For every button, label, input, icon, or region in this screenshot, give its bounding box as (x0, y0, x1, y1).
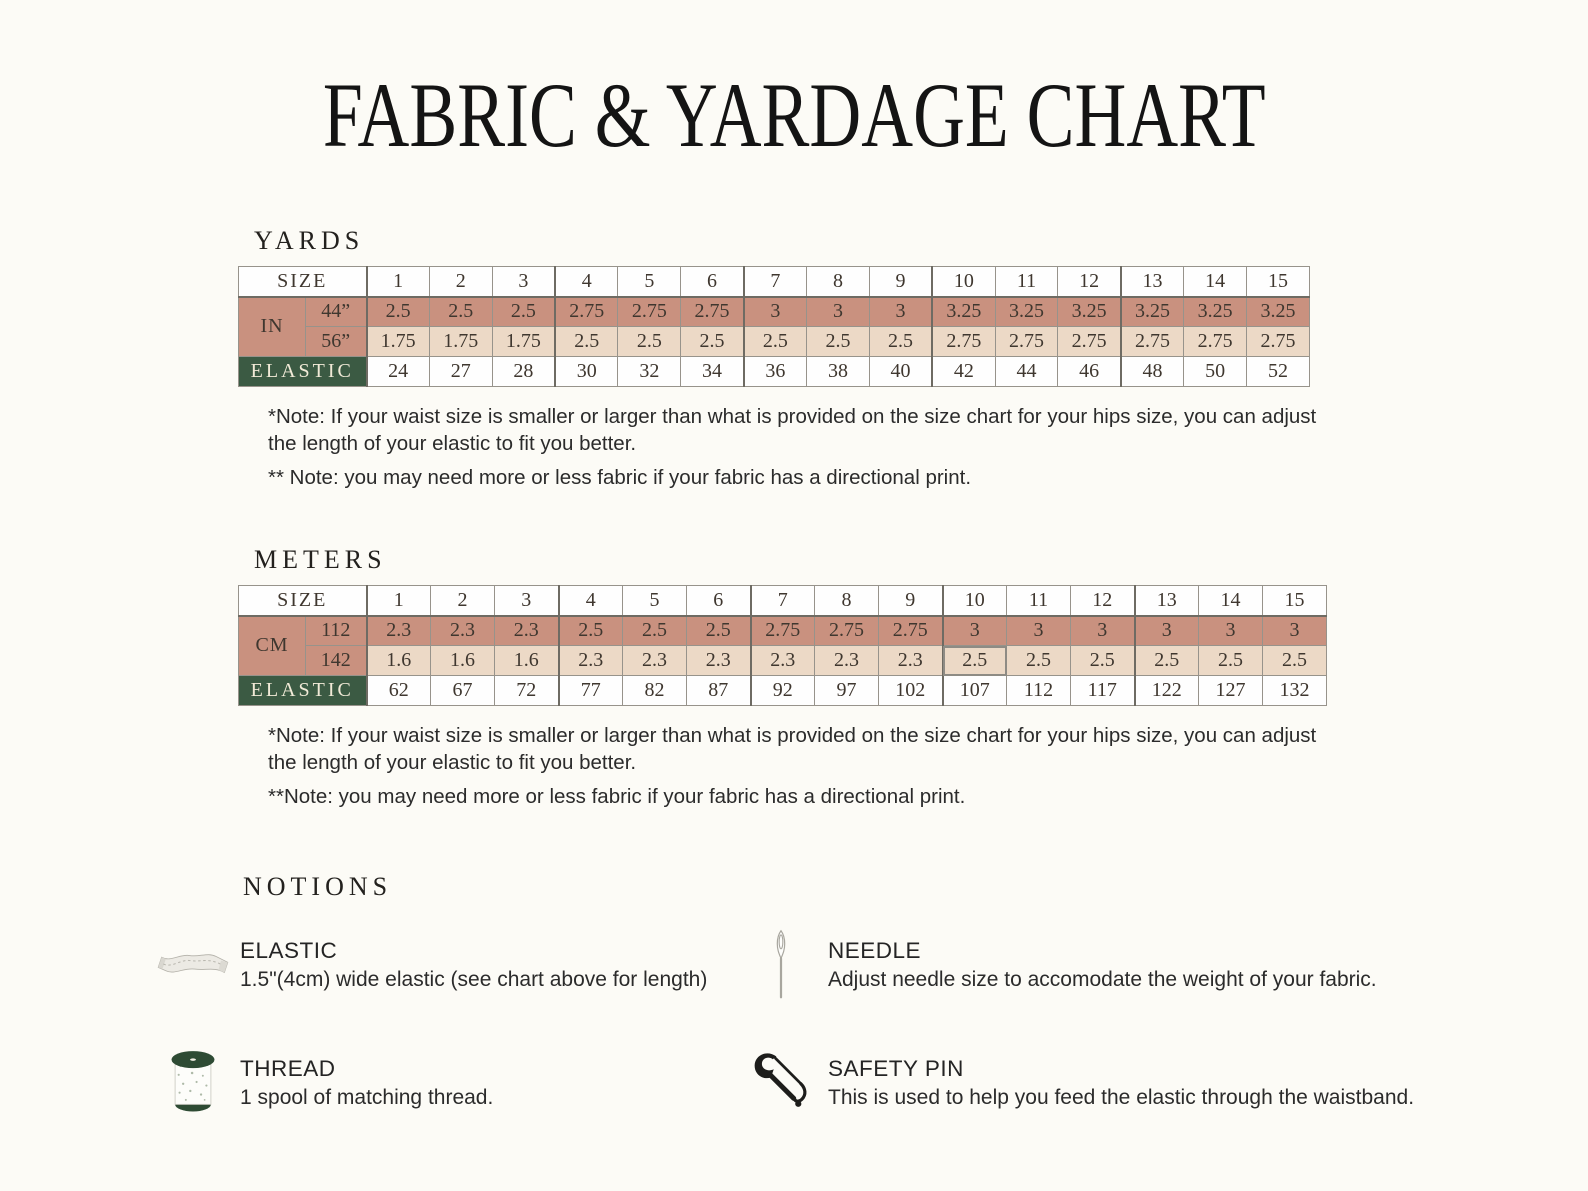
yardage-cell: 3 (943, 616, 1007, 646)
yardage-cell: 2.3 (367, 616, 431, 646)
meters-table (238, 585, 1327, 706)
yardage-cell: 3 (1199, 616, 1263, 646)
yardage-cell: 3 (869, 297, 932, 327)
yardage-cell: 2.5 (559, 616, 623, 646)
yardage-cell: 2.75 (815, 616, 879, 646)
yards-section (238, 226, 1317, 491)
size-col-header: 14 (1184, 267, 1247, 297)
elastic-cell: 44 (995, 357, 1058, 387)
yardage-cell: 2.5 (492, 297, 555, 327)
notion-title: ELASTIC (240, 938, 338, 964)
notion-title: SAFETY PIN (828, 1056, 964, 1082)
elastic-cell: 67 (431, 676, 495, 706)
yardage-cell: 1.75 (429, 327, 492, 357)
elastic-cell: 42 (932, 357, 995, 387)
yardage-cell: 1.75 (367, 327, 430, 357)
elastic-cell: 117 (1071, 676, 1135, 706)
note-line: *Note: If your waist size is smaller or larger than what is provided on the size chart for your hips size, you can adjust the length of your elastic to fit you better. (268, 405, 1317, 456)
yardage-cell: 2.75 (1184, 327, 1247, 357)
notion-thread-text (240, 1054, 493, 1110)
yards-notes (268, 403, 1330, 491)
notion-title: NEEDLE (828, 938, 922, 964)
notion-safety-pin (733, 1050, 1588, 1114)
yardage-cell: 2.75 (932, 327, 995, 357)
yardage-cell: 2.5 (807, 327, 870, 357)
elastic-cell: 97 (815, 676, 879, 706)
yardage-cell: 1.75 (492, 327, 555, 357)
notions-section (145, 872, 1588, 1116)
yardage-cell: 2.75 (681, 297, 744, 327)
elastic-cell: 82 (623, 676, 687, 706)
size-col-header: 14 (1199, 586, 1263, 616)
elastic-cell: 122 (1135, 676, 1199, 706)
elastic-icon (145, 944, 240, 984)
notion-desc: 1 spool of matching thread. (240, 1086, 494, 1110)
yardage-cell: 3 (1007, 616, 1071, 646)
notion-needle-text (828, 936, 1377, 992)
elastic-label: ELASTIC (239, 676, 367, 706)
elastic-cell: 36 (744, 357, 807, 387)
size-col-header: 6 (681, 267, 744, 297)
yardage-cell: 3 (744, 297, 807, 327)
yardage-cell: 2.3 (431, 616, 495, 646)
yardage-cell: 2.3 (559, 646, 623, 676)
yardage-cell: 3 (1071, 616, 1135, 646)
yardage-cell: 1.6 (495, 646, 559, 676)
yardage-cell: 2.75 (1121, 327, 1184, 357)
size-col-header: 2 (431, 586, 495, 616)
meters-heading: METERS (254, 545, 387, 575)
elastic-cell: 102 (879, 676, 943, 706)
yardage-cell: 2.5 (1007, 646, 1071, 676)
safety-pin-icon (733, 1050, 828, 1114)
yardage-cell: 3.25 (1121, 297, 1184, 327)
yardage-cell: 3 (807, 297, 870, 327)
size-col-header: 11 (995, 267, 1058, 297)
yardage-cell: 2.5 (869, 327, 932, 357)
unit-label: CM (239, 616, 306, 676)
size-col-header: 15 (1247, 267, 1310, 297)
yardage-cell: 2.75 (1058, 327, 1121, 357)
elastic-cell: 112 (1007, 676, 1071, 706)
notion-desc: This is used to help you feed the elastic through the waistband. (828, 1086, 1415, 1110)
notions-heading: NOTIONS (243, 872, 393, 902)
size-header: SIZE (239, 267, 367, 297)
yardage-cell: 2.75 (618, 297, 681, 327)
meters-section (238, 545, 1327, 810)
notion-elastic (145, 936, 733, 992)
elastic-cell: 30 (555, 357, 618, 387)
notion-elastic-text (240, 936, 707, 992)
yardage-cell: 2.5 (1135, 646, 1199, 676)
yardage-cell: 2.3 (495, 616, 559, 646)
yardage-cell: 2.75 (751, 616, 815, 646)
notion-desc: 1.5"(4cm) wide elastic (see chart above for length) (240, 968, 708, 992)
elastic-cell: 132 (1263, 676, 1327, 706)
size-col-header: 3 (492, 267, 555, 297)
yardage-cell: 2.3 (815, 646, 879, 676)
size-col-header: 1 (367, 586, 431, 616)
elastic-cell: 38 (807, 357, 870, 387)
size-col-header: 12 (1058, 267, 1121, 297)
yardage-cell: 3.25 (995, 297, 1058, 327)
yardage-cell: 2.5 (618, 327, 681, 357)
page-title-text: FABRIC & YARDAGE CHART (322, 64, 1266, 166)
yardage-cell: 3 (1135, 616, 1199, 646)
elastic-label: ELASTIC (239, 357, 367, 387)
elastic-cell: 50 (1184, 357, 1247, 387)
yardage-cell: 1.6 (431, 646, 495, 676)
elastic-cell: 62 (367, 676, 431, 706)
note-line: *Note: If your waist size is smaller or larger than what is provided on the size chart for your hips size, you can adjust the length of your elastic to fit you better. (268, 724, 1317, 775)
elastic-cell: 48 (1121, 357, 1184, 387)
yardage-cell: 2.5 (555, 327, 618, 357)
elastic-cell: 40 (869, 357, 932, 387)
notions-grid (145, 928, 1588, 1116)
yardage-cell: 2.5 (429, 297, 492, 327)
yardage-cell: 2.5 (681, 327, 744, 357)
elastic-cell: 34 (681, 357, 744, 387)
size-col-header: 2 (429, 267, 492, 297)
size-col-header: 4 (559, 586, 623, 616)
elastic-cell: 107 (943, 676, 1007, 706)
yardage-cell: 2.3 (623, 646, 687, 676)
yardage-cell: 2.5 (687, 616, 751, 646)
yardage-cell: 3.25 (1058, 297, 1121, 327)
size-col-header: 1 (367, 267, 430, 297)
thread-icon (145, 1048, 240, 1116)
size-col-header: 9 (869, 267, 932, 297)
size-header: SIZE (239, 586, 367, 616)
yardage-cell: 2.75 (1247, 327, 1310, 357)
elastic-cell: 28 (492, 357, 555, 387)
meters-notes (268, 722, 1330, 810)
notion-desc: Adjust needle size to accomodate the weight of your fabric. (828, 968, 1377, 992)
size-col-header: 9 (879, 586, 943, 616)
yardage-cell: 2.3 (687, 646, 751, 676)
yardage-cell: 2.5 (1263, 646, 1327, 676)
elastic-cell: 46 (1058, 357, 1121, 387)
elastic-cell: 87 (687, 676, 751, 706)
size-col-header: 15 (1263, 586, 1327, 616)
elastic-cell: 92 (751, 676, 815, 706)
yardage-cell: 2.5 (1199, 646, 1263, 676)
notion-thread (145, 1048, 733, 1116)
needle-icon (733, 928, 828, 1000)
size-col-header: 5 (623, 586, 687, 616)
size-col-header: 12 (1071, 586, 1135, 616)
note-line: ** Note: you may need more or less fabric if your fabric has a directional print. (268, 466, 972, 490)
yardage-cell: 3.25 (932, 297, 995, 327)
size-col-header: 5 (618, 267, 681, 297)
size-col-header: 7 (751, 586, 815, 616)
yardage-cell: 2.75 (555, 297, 618, 327)
size-col-header: 11 (1007, 586, 1071, 616)
size-col-header: 3 (495, 586, 559, 616)
elastic-cell: 72 (495, 676, 559, 706)
note-line: **Note: you may need more or less fabric if your fabric has a directional print. (268, 785, 966, 809)
width-label: 44” (306, 297, 367, 327)
elastic-cell: 127 (1199, 676, 1263, 706)
yardage-cell: 2.3 (879, 646, 943, 676)
page-title (0, 0, 1588, 168)
elastic-cell: 77 (559, 676, 623, 706)
size-col-header: 4 (555, 267, 618, 297)
yardage-cell: 2.3 (751, 646, 815, 676)
yards-heading: YARDS (254, 226, 365, 255)
size-col-header: 6 (687, 586, 751, 616)
elastic-cell: 52 (1247, 357, 1310, 387)
width-label: 112 (306, 616, 367, 646)
yardage-cell: 3.25 (1184, 297, 1247, 327)
elastic-cell: 32 (618, 357, 681, 387)
size-col-header: 7 (744, 267, 807, 297)
size-col-header: 10 (943, 586, 1007, 616)
size-col-header: 13 (1121, 267, 1184, 297)
size-col-header: 13 (1135, 586, 1199, 616)
yardage-cell: 2.5 (1071, 646, 1135, 676)
elastic-cell: 24 (367, 357, 430, 387)
yardage-cell: 2.5 (943, 646, 1007, 676)
width-label: 142 (306, 646, 367, 676)
elastic-cell: 27 (429, 357, 492, 387)
yardage-cell: 2.5 (744, 327, 807, 357)
yardage-cell: 3 (1263, 616, 1327, 646)
yardage-cell: 3.25 (1247, 297, 1310, 327)
size-col-header: 8 (815, 586, 879, 616)
size-col-header: 10 (932, 267, 995, 297)
notion-needle (733, 928, 1588, 1000)
yardage-cell: 1.6 (367, 646, 431, 676)
yardage-cell: 2.5 (367, 297, 430, 327)
notion-title: THREAD (240, 1056, 336, 1082)
yardage-cell: 2.75 (995, 327, 1058, 357)
yardage-cell: 2.5 (623, 616, 687, 646)
width-label: 56” (306, 327, 367, 357)
yards-table (238, 266, 1310, 387)
unit-label: IN (239, 297, 306, 357)
size-col-header: 8 (807, 267, 870, 297)
notion-safety-pin-text (828, 1054, 1414, 1110)
yardage-cell: 2.75 (879, 616, 943, 646)
